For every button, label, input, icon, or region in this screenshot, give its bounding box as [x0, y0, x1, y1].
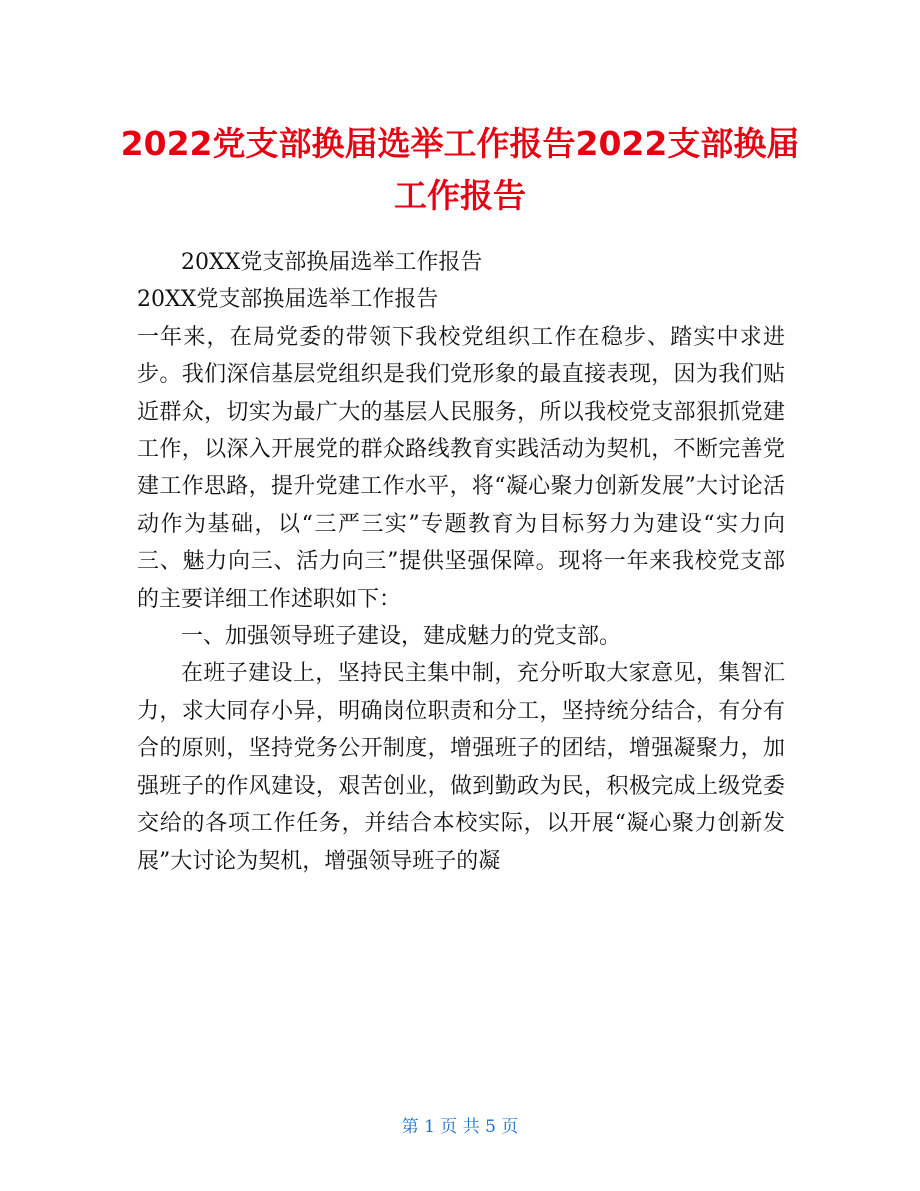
page-number-footer: 第 1 页 共 5 页: [401, 1117, 519, 1137]
section-heading-1: 一、加强领导班子建设，建成魅力的党支部。: [181, 624, 622, 650]
paragraph-intro: 一年来，在局党委的带领下我校党组织工作在稳步、踏实中求进步。我们深信基层党组织是我们党形象的最直接表现，因为我们贴近群众，切实为最广大的基层人民服务，所以我校党支部狠抓党建工作，以深入开展党的群众路线教育实践活动为契机，不断完善党建工作思路，提升党建工作水平，将“凝心聚力创新发展”大讨论活动作为基础，以“三严三实”专题教育为目标努力为建设“实力向三、魅力向三、活力向三”提供坚强保障。现将一年来我校党支部的主要详细工作述职如下：: [137, 324, 785, 612]
subtitle-indented: 20XX党支部换届选举工作报告: [181, 250, 483, 275]
document-title: 2022党支部换届选举工作报告2022支部换届工作报告: [120, 124, 800, 215]
document-body: [137, 244, 785, 880]
paragraph-section-1: 在班子建设上，坚持民主集中制，充分听取大家意见，集智汇力，求大同存小异，明确岗位职责和分工，坚持统分结合，有分有合的原则，坚持党务公开制度，增强班子的团结，增强凝聚力，加强班子的作风建设，艰苦创业，做到勤政为民，积极完成上级党委交给的各项工作任务，并结合本校实际，以开展“凝心聚力创新发展”大讨论为契机，增强领导班子的凝: [137, 661, 785, 874]
subtitle: 20XX党支部换届选举工作报告: [137, 287, 439, 313]
